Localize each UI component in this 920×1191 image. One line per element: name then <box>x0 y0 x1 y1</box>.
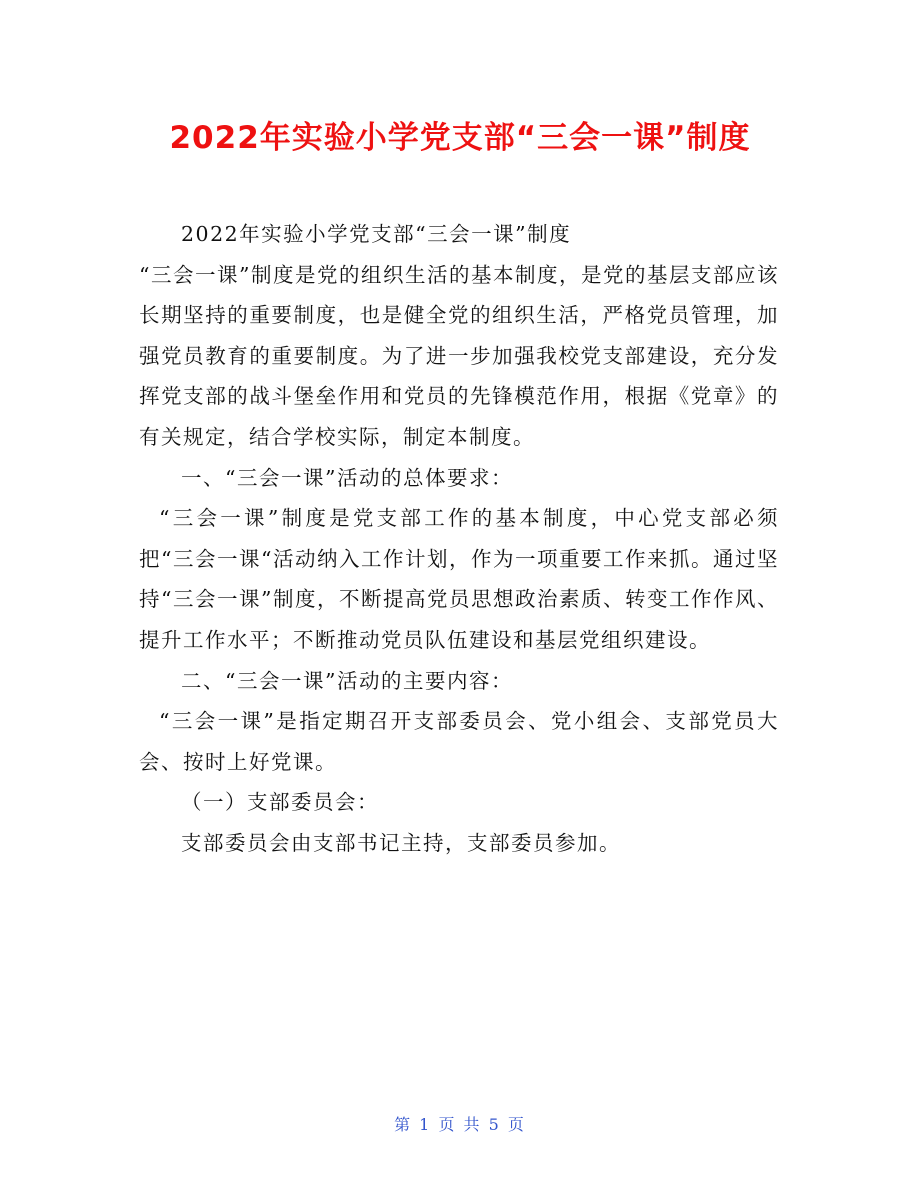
intro-paragraph: “三会一课”制度是党的组织生活的基本制度，是党的基层支部应该长期坚持的重要制度，也是健全党的组织生活，严格党员管理，加强党员教育的重要制度。为了进一步加强我校党支部建设，充分发挥党支部的战斗堡垒作用和党员的先锋模范作用，根据《党章》的有关规定，结合学校实际，制定本制度。 <box>139 262 779 449</box>
document-body <box>139 214 779 864</box>
page-number-footer: 第 1 页 共 5 页 <box>394 1115 526 1134</box>
content-paragraph: “三会一课”是指定期召开支部委员会、党小组会、支部党员大会、按时上好党课。 <box>139 709 779 774</box>
committee-paragraph: 支部委员会由支部书记主持，支部委员参加。 <box>181 830 621 855</box>
section-heading-content: 二、“三会一课”活动的主要内容： <box>181 668 513 693</box>
subsection-heading-committee: （一）支部委员会： <box>181 790 379 815</box>
document-title: 2022年实验小学党支部“三会一课”制度 <box>169 120 751 156</box>
requirements-paragraph: “三会一课”制度是党支部工作的基本制度，中心党支部必须把“三会一课“活动纳入工作计划，作为一项重要工作来抓。通过坚持“三会一课”制度，不断提高党员思想政治素质、转变工作作风、提升工作水平；不断推动党员队伍建设和基层党组织建设。 <box>139 506 779 652</box>
subtitle-paragraph: 2022年实验小学党支部“三会一课”制度 <box>181 222 572 246</box>
section-heading-requirements: 一、“三会一课”活动的总体要求： <box>181 465 513 490</box>
